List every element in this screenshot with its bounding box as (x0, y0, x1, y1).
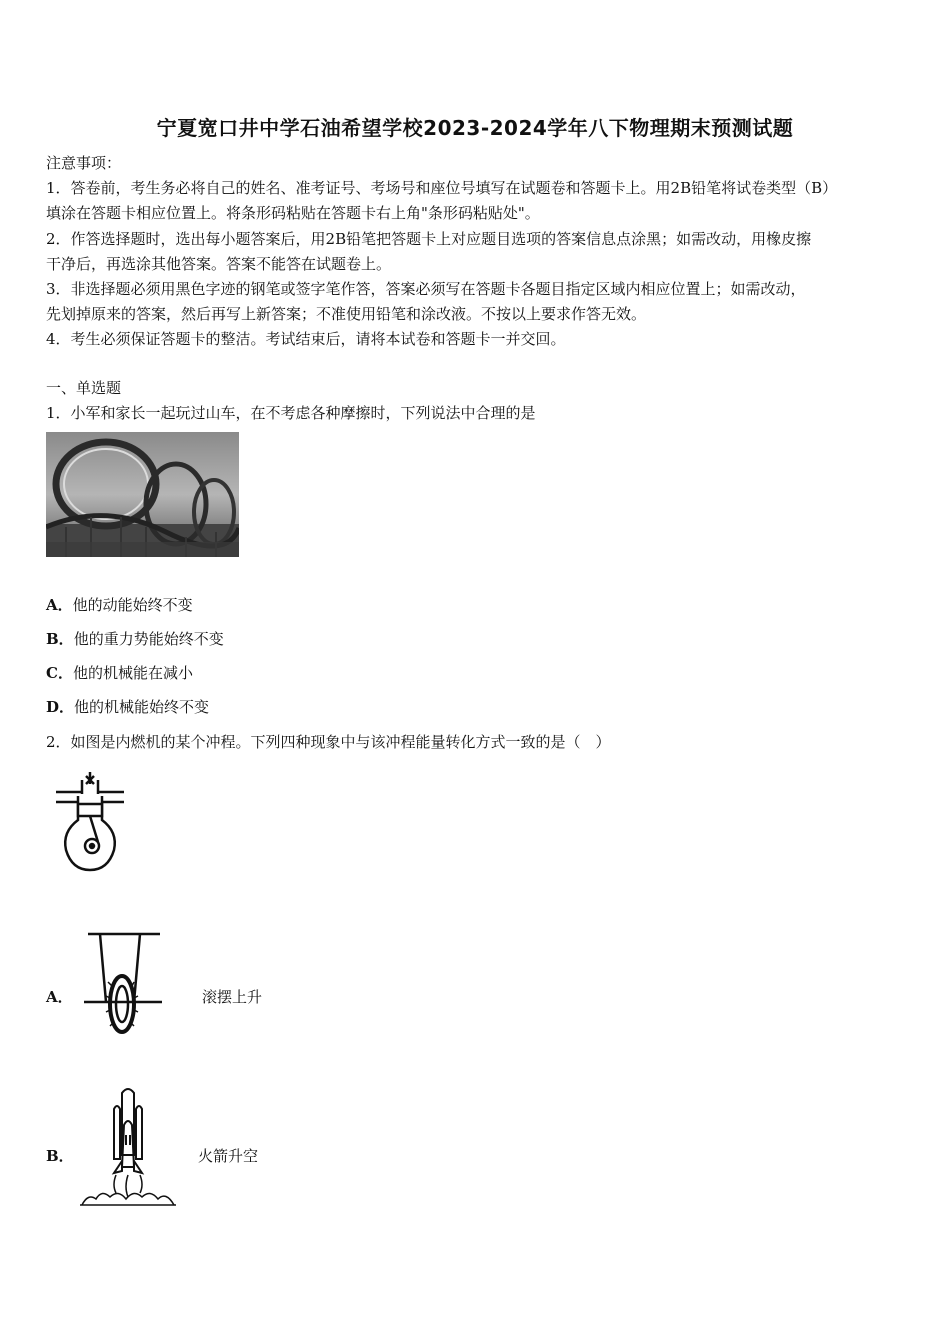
q1-option-b (46, 628, 224, 649)
q1-option-a-text: 他的动能始终不变 (72, 596, 193, 614)
exam-title: 宁夏宽口井中学石油希望学校2023-2024学年八下物理期末预测试题 (156, 116, 794, 140)
note-3-line-1: 3．非选择题必须用黑色字迹的钢笔或签字笔作答，答案必须写在答题卡各题目指定区域内相应位置上；如需改动， (46, 280, 806, 298)
note-1-line-2: 填涂在答题卡相应位置上。将条形码粘贴在答题卡右上角"条形码粘贴处"。 (46, 204, 540, 222)
notes-heading: 注意事项： (46, 154, 122, 172)
note-3-line-2: 先划掉原来的答案，然后再写上新答案；不准使用铅笔和涂改液。不按以上要求作答无效。 (46, 305, 647, 323)
q2-option-a-letter: A． (46, 988, 73, 1006)
q1-option-c-letter: C． (46, 664, 73, 682)
question-2-stem: 2．如图是内燃机的某个冲程。下列四种现象中与该冲程能量转化方式一致的是（ ） (46, 733, 611, 751)
note-2-line-1: 2．作答选择题时，选出每小题答案后，用2B铅笔把答题卡上对应题目选项的答案信息点涂黑；如需改动，用橡皮擦 (46, 230, 812, 248)
q2-option-a-text: 滚摆上升 (202, 988, 263, 1006)
question-1-stem: 1．小军和家长一起玩过山车，在不考虑各种摩擦时，下列说法中合理的是 (46, 404, 536, 422)
q2-option-b-letter: B． (46, 1147, 74, 1165)
q1-option-c (46, 662, 193, 683)
q1-option-a-letter: A． (46, 596, 73, 614)
q1-option-b-letter: B． (46, 630, 74, 648)
maxwell-wheel-diagram (82, 930, 164, 1036)
rocket-launch-diagram (78, 1085, 178, 1207)
note-2-line-2: 干净后，再选涂其他答案。答案不能答在试题卷上。 (46, 255, 392, 273)
q1-option-d-text: 他的机械能始终不变 (74, 698, 210, 716)
q1-option-d (46, 696, 209, 717)
section-heading: 一、单选题 (46, 379, 122, 397)
q1-option-c-text: 他的机械能在减小 (72, 664, 193, 682)
q1-option-b-text: 他的重力势能始终不变 (73, 630, 224, 648)
note-1-line-1: 1．答卷前，考生务必将自己的姓名、准考证号、考场号和座位号填写在试题卷和答题卡上。用2B铅笔将试卷类型（B） (46, 179, 838, 197)
engine-stroke-diagram (52, 770, 128, 874)
note-4: 4．考生必须保证答题卡的整洁。考试结束后，请将本试卷和答题卡一并交回。 (46, 330, 566, 348)
roller-coaster-image (46, 432, 239, 557)
q1-option-d-letter: D． (46, 698, 75, 716)
q1-option-a (46, 594, 193, 615)
q2-option-b-text: 火箭升空 (198, 1147, 259, 1165)
